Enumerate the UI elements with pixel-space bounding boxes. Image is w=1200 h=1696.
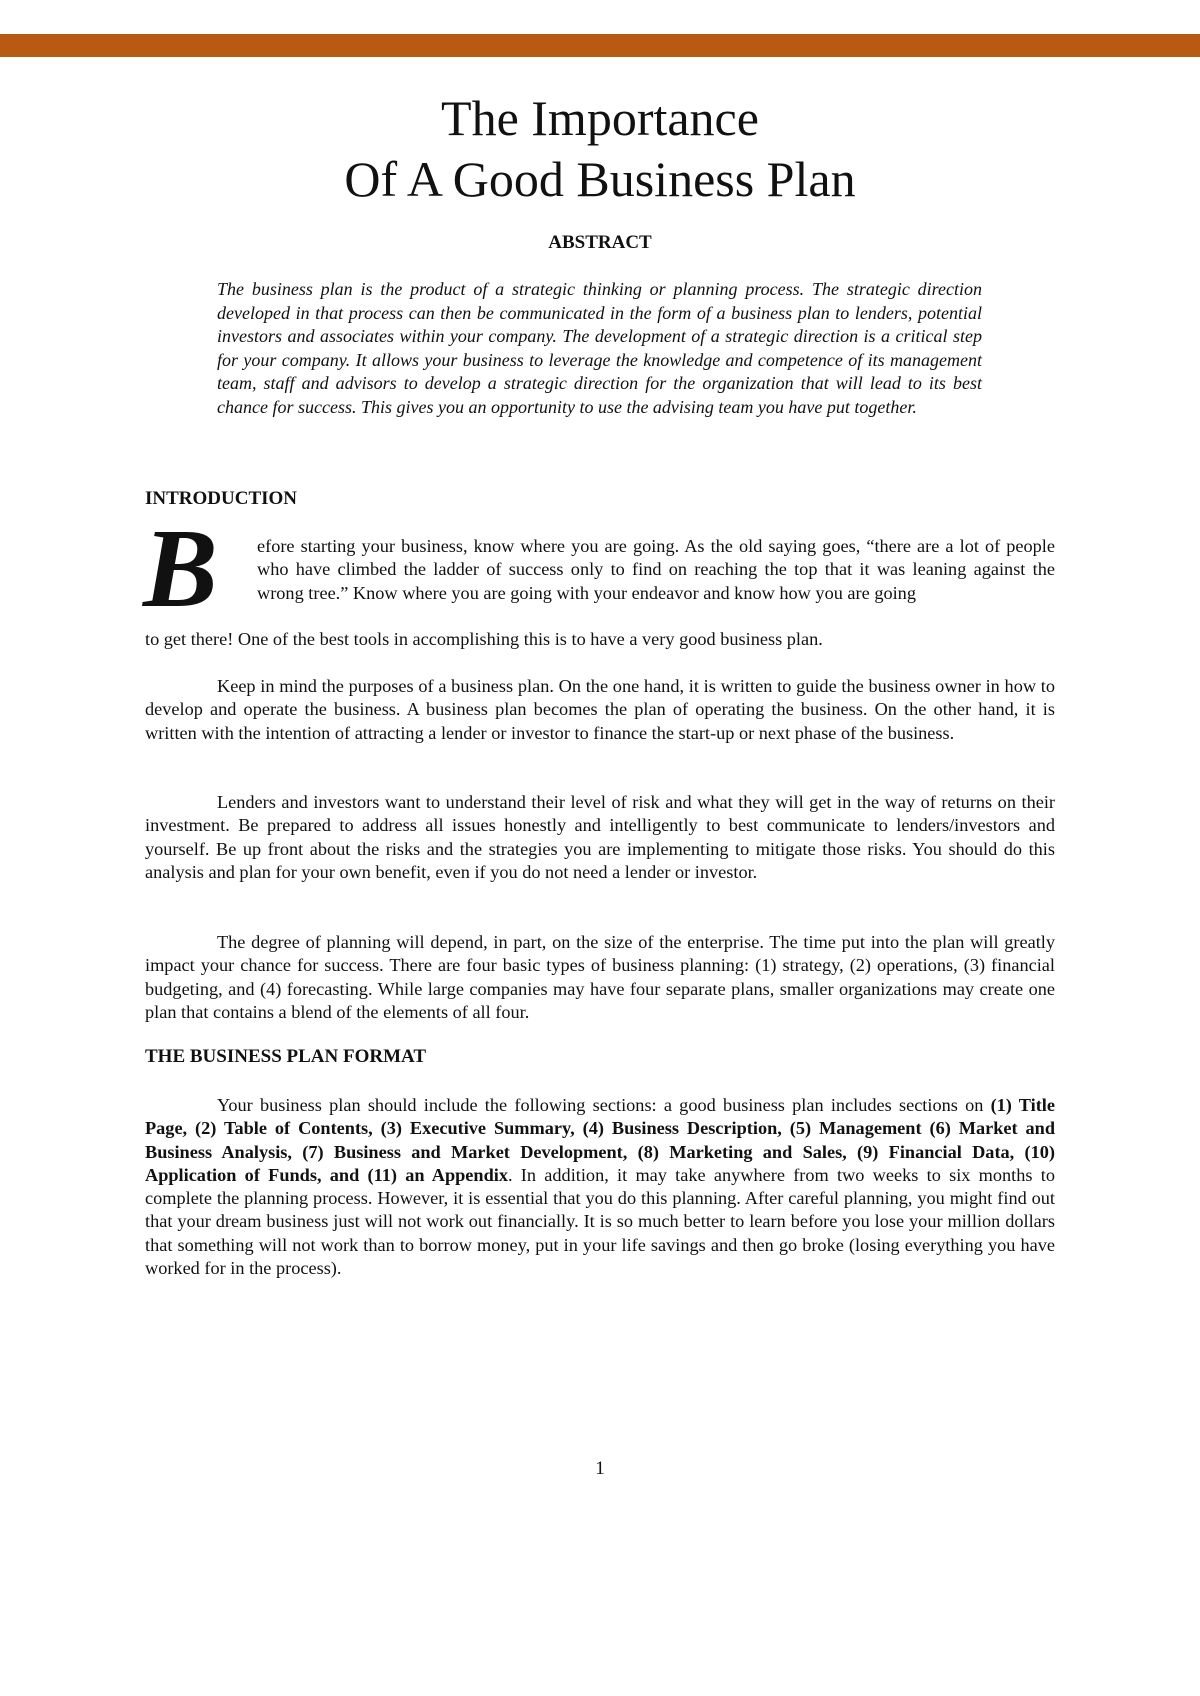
introduction-heading: INTRODUCTION [145,488,298,509]
business-plan-format-heading: THE BUSINESS PLAN FORMAT [145,1046,427,1067]
introduction-dropcap-text: efore starting your business, know where you are going. As the old saying goes, “there are a lot of people who have climbed the ladder of success only to find on reaching the top that it was leaning against the wrong tree.” Know where you are going with your endeavor and know how you are going [257,536,1055,603]
business-plan-format-paragraph [145,1094,1055,1280]
format-sections-list: (1) Title Page, (2) Table of Contents, (3) Executive Summary, (4) Business Description, (5) Management (6) Market and Business Analysis, (7) Business and Market Development, (8) Marketing and Sales, (9) Financial Data, (10) Application of Funds, and (11) an Appendix [145,1095,1056,1185]
introduction-paragraph-3: Lenders and investors want to understand their level of risk and what they will get in the way of returns on their investment. Be prepared to address all issues honestly and intelligently to best communicate to lenders/investors and yourself. Be up front about the risks and the strategies you are implementing to mitigate those risks. You should do this analysis and plan for your own benefit, even if you do not need a lender or investor. [145,792,1055,882]
title-line-1: The Importance [441,90,759,146]
introduction-paragraph-2: Keep in mind the purposes of a business plan. On the one hand, it is written to guide the business owner in how to develop and operate the business. A business plan becomes the plan of operating the business. On the other hand, it is written with the intention of attracting a lender or investor to finance the start-up or next phase of the business. [145,676,1055,743]
abstract-heading: ABSTRACT [548,232,652,253]
title-line-2: Of A Good Business Plan [344,151,856,207]
document-title [0,88,1200,210]
format-intro-text: Your business plan should include the following sections: a good business plan includes sections on [217,1095,991,1115]
drop-cap-letter: B [143,507,218,631]
format-closing-text: . In addition, it may take anywhere from two weeks to six months to complete the planning process. However, it is essential that you do this planning. After careful planning, you might find out that your dream business just will not work out financially. It is so much better to learn before you lose your million dollars that something will not work than to borrow money, put in your life savings and then go broke (losing everything you have worked for in the process). [145,1164,1055,1279]
header-accent-bar [0,34,1200,57]
introduction-continuation: to get there! One of the best tools in accomplishing this is to have a very good business plan. [145,629,823,649]
introduction-paragraph-4: The degree of planning will depend, in part, on the size of the enterprise. The time put into the plan will greatly impact your chance for success. There are four basic types of business planning: (1) strategy, (2) operations, (3) financial budgeting, and (4) forecasting. While large companies may have four separate plans, smaller organizations may create one plan that contains a blend of the elements of all four. [145,932,1055,1022]
page-number: 1 [595,1458,605,1479]
abstract-text: The business plan is the product of a strategic thinking or planning process. The strategic direction developed in that process can then be communicated in the form of a business plan to lenders, potential investors and associates within your company. The development of a strategic direction is a critical step for your company. It allows your business to leverage the knowledge and competence of its management team, staff and advisors to develop a strategic direction for the organization that will lead to its best chance for success. This gives you an opportunity to use the advising team you have put together. [217,279,982,417]
